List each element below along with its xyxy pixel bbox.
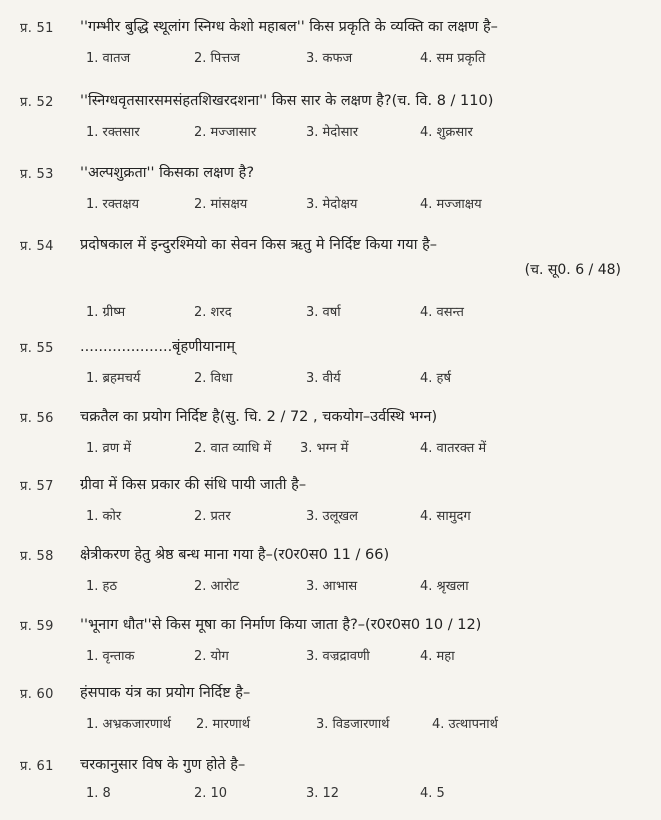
question-59 [0, 616, 661, 680]
option-2: 2. प्रतर [194, 509, 231, 524]
option-3: 3. वीर्य [306, 371, 341, 386]
option-4: 4. सम प्रकृति [420, 51, 486, 66]
options-row [0, 714, 661, 736]
question-60 [0, 684, 661, 748]
question-number: प्र. 60 [20, 687, 54, 702]
option-3: 3. उलूखल [306, 509, 358, 524]
question-number: प्र. 55 [20, 341, 54, 356]
option-3: 3. भग्न में [300, 441, 349, 456]
option-1: 1. 8 [86, 786, 111, 801]
options-row [0, 302, 661, 324]
question-text: ....................बृंहणीयानाम् [80, 339, 236, 355]
question-text: चरकानुसार विष के गुण होते है– [80, 757, 246, 773]
option-3: 3. 12 [306, 786, 340, 801]
option-4: 4. वसन्त [420, 305, 464, 320]
question-57 [0, 476, 661, 540]
options-row [0, 368, 661, 390]
option-3: 3. वर्षा [306, 305, 341, 320]
option-1: 1. वृन्ताक [86, 649, 135, 664]
question-number: प्र. 53 [20, 167, 54, 182]
option-1: 1. व्रण में [86, 441, 132, 456]
question-text: क्षेत्रीकरण हेतु श्रेष्ठ बन्ध माना गया है–(र0र0स0 11 / 66) [80, 547, 390, 563]
option-2: 2. वात व्याधि में [194, 441, 272, 456]
option-1: 1. ब्रहमचर्य [86, 371, 141, 386]
option-4: 4. उत्थापनार्थ [432, 717, 498, 732]
question-text: प्रदोषकाल में इन्दुरश्मियो का सेवन किस ऋतु मे निर्दिष्ट किया गया है– [80, 237, 438, 253]
option-2: 2. विधा [194, 371, 233, 386]
option-1: 1. ग्रीष्म [86, 305, 126, 320]
question-58 [0, 546, 661, 610]
option-4: 4. हर्ष [420, 371, 451, 386]
option-1: 1. रक्तसार [86, 125, 140, 140]
option-2: 2. योग [194, 649, 229, 664]
question-54 [0, 236, 661, 332]
options-row [0, 786, 661, 808]
option-2: 2. पित्तज [194, 51, 240, 66]
option-4: 4. शुक्रसार [420, 125, 473, 140]
question-55 [0, 338, 661, 402]
question-61 [0, 756, 661, 820]
option-4: 4. महा [420, 649, 455, 664]
question-number: प्र. 59 [20, 619, 54, 634]
question-56 [0, 408, 661, 472]
option-2: 2. आरोट [194, 579, 240, 594]
option-4: 4. श्रृखला [420, 579, 469, 594]
options-row [0, 194, 661, 216]
options-row [0, 506, 661, 528]
question-reference: (च. सू0. 6 / 48) [524, 262, 621, 278]
options-row [0, 646, 661, 668]
question-text: ''भूनाग धौत''से किस मूषा का निर्माण किया जाता है?–(र0र0स0 10 / 12) [80, 617, 482, 633]
question-number: प्र. 61 [20, 759, 54, 774]
option-1: 1. हठ [86, 579, 117, 594]
question-number: प्र. 56 [20, 411, 54, 426]
option-1: 1. रक्तक्षय [86, 197, 140, 212]
options-row [0, 122, 661, 144]
option-3: 3. मेदोसार [306, 125, 359, 140]
option-2: 2. मांसक्षय [194, 197, 248, 212]
option-4: 4. वातरक्त में [420, 441, 487, 456]
question-52 [0, 92, 661, 156]
question-number: प्र. 52 [20, 95, 54, 110]
option-4: 4. सामुदग [420, 509, 471, 524]
question-text: ''गम्भीर बुद्धि स्थूलांग स्निग्ध केशो महाबल'' किस प्रकृति के व्यक्ति का लक्षण है– [80, 19, 498, 35]
question-53 [0, 164, 661, 228]
option-2: 2. मज्जासार [194, 125, 257, 140]
question-text: ग्रीवा में किस प्रकार की संधि पायी जाती है– [80, 477, 307, 493]
option-1: 1. अभ्रकजारणार्थ [86, 717, 171, 732]
option-3: 3. वज्रद्रावणी [306, 649, 370, 664]
option-3: 3. आभास [306, 579, 358, 594]
question-number: प्र. 57 [20, 479, 54, 494]
option-3: 3. विडजारणार्थ [316, 717, 390, 732]
options-row [0, 438, 661, 460]
options-row [0, 576, 661, 598]
option-1: 1. कोर [86, 509, 122, 524]
option-3: 3. मेदोक्षय [306, 197, 358, 212]
option-4: 4. 5 [420, 786, 445, 801]
question-51 [0, 18, 661, 82]
option-1: 1. वातज [86, 51, 131, 66]
question-text: ''अल्पशुक्रता'' किसका लक्षण है? [80, 165, 255, 181]
question-number: प्र. 58 [20, 549, 54, 564]
option-4: 4. मज्जाक्षय [420, 197, 482, 212]
option-3: 3. कफज [306, 51, 353, 66]
question-number: प्र. 54 [20, 239, 54, 254]
question-text: हंसपाक यंत्र का प्रयोग निर्दिष्ट है– [80, 685, 251, 701]
question-text: चक्रतैल का प्रयोग निर्दिष्ट है(सु. चि. 2 / 72 , चकयोग–उर्वस्थि भग्न) [80, 409, 438, 425]
question-number: प्र. 51 [20, 21, 54, 36]
option-2: 2. शरद [194, 305, 232, 320]
question-text: ''स्निग्धवृतसारसमसंहतशिखरदशना'' किस सार के लक्षण है?(च. वि. 8 / 110) [80, 93, 494, 109]
option-2: 2. 10 [194, 786, 228, 801]
options-row [0, 48, 661, 70]
option-2: 2. मारणार्थ [196, 717, 251, 732]
